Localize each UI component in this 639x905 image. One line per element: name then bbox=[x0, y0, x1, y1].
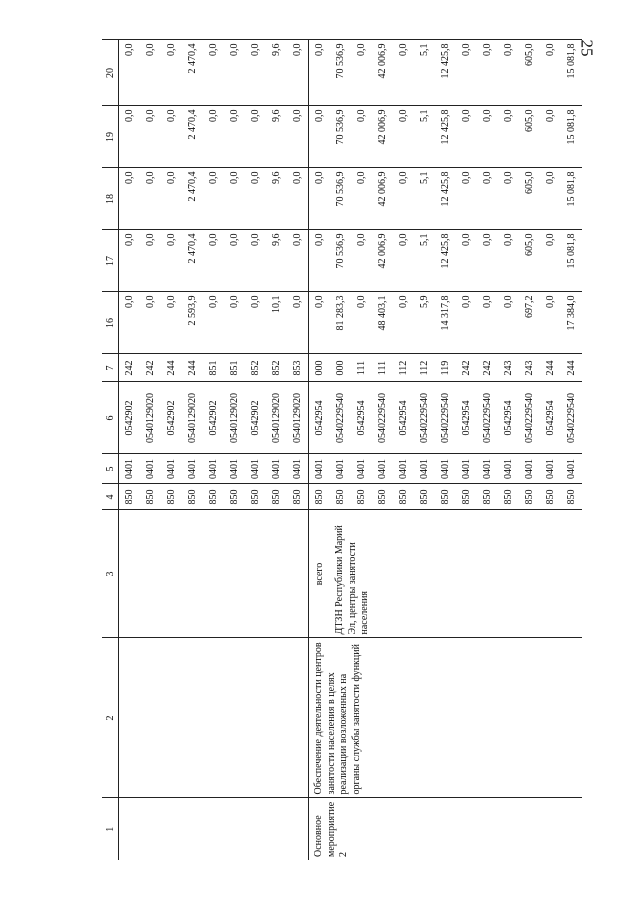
col-header: 17 bbox=[102, 230, 119, 292]
table-cell: 244 bbox=[561, 354, 582, 382]
table-cell: 111 bbox=[372, 354, 393, 382]
table-cell: 850 bbox=[456, 484, 477, 510]
table-cell: 0542954 bbox=[498, 382, 519, 454]
table-cell: 0,0 bbox=[309, 292, 331, 354]
table-cell: 850 bbox=[540, 484, 561, 510]
table-cell: 850 bbox=[182, 484, 203, 510]
table-cell: 12 425,8 bbox=[435, 168, 456, 230]
table-cell: 0,0 bbox=[287, 230, 309, 292]
table-cell: 242 bbox=[477, 354, 498, 382]
table-cell: 0,0 bbox=[456, 292, 477, 354]
table-cell: 0,0 bbox=[498, 106, 519, 168]
main-event-description: Обеспечение деятельности центров занятости населения в целях реализации возложенных на органы службы занятости функций bbox=[309, 638, 583, 798]
table-cell: 851 bbox=[203, 354, 224, 382]
table-cell: 9,6 bbox=[266, 40, 287, 106]
table-cell: 0,0 bbox=[351, 106, 372, 168]
col-header: 18 bbox=[102, 168, 119, 230]
table-cell: 0,0 bbox=[245, 40, 266, 106]
table-cell: 0,0 bbox=[309, 168, 331, 230]
table-cell: 0542954 bbox=[309, 382, 331, 454]
table-cell: 0,0 bbox=[498, 40, 519, 106]
table-cell: 42 006,9 bbox=[372, 40, 393, 106]
table-cell: 0542902 bbox=[203, 382, 224, 454]
table-cell: 0,0 bbox=[203, 230, 224, 292]
table-cell: 0,0 bbox=[477, 230, 498, 292]
table-cell: 243 bbox=[519, 354, 540, 382]
table-cell: 0401 bbox=[477, 454, 498, 484]
table-cell: 0,0 bbox=[119, 168, 141, 230]
table-cell: 5,1 bbox=[414, 168, 435, 230]
table-cell: 850 bbox=[351, 484, 372, 510]
cell-empty bbox=[119, 798, 309, 860]
table-cell: 15 081,8 bbox=[561, 40, 582, 106]
table-cell: 0401 bbox=[393, 454, 414, 484]
table-cell: 605,0 bbox=[519, 168, 540, 230]
table-cell: 70 536,9 bbox=[330, 40, 351, 106]
table-cell: 14 317,8 bbox=[435, 292, 456, 354]
table-cell: 0,0 bbox=[540, 230, 561, 292]
table-cell: 605,0 bbox=[519, 106, 540, 168]
table-cell: 852 bbox=[245, 354, 266, 382]
table-cell: 605,0 bbox=[519, 230, 540, 292]
table-cell: 0401 bbox=[456, 454, 477, 484]
table-cell: 0,0 bbox=[161, 168, 182, 230]
table-cell: 0542954 bbox=[456, 382, 477, 454]
table-cell: 0,0 bbox=[224, 230, 245, 292]
table-cell: 850 bbox=[224, 484, 245, 510]
table-cell: 5,1 bbox=[414, 40, 435, 106]
table-cell: 112 bbox=[414, 354, 435, 382]
table-cell: 0,0 bbox=[393, 230, 414, 292]
table-cell: 0,0 bbox=[393, 106, 414, 168]
table-cell: 42 006,9 bbox=[372, 168, 393, 230]
table-cell: 0,0 bbox=[203, 106, 224, 168]
table-cell: 0401 bbox=[561, 454, 582, 484]
table-cell: 0401 bbox=[224, 454, 245, 484]
table-cell: 0542902 bbox=[161, 382, 182, 454]
table-cell: 15 081,8 bbox=[561, 230, 582, 292]
table-cell: 0540129020 bbox=[287, 382, 309, 454]
table-cell: 0401 bbox=[287, 454, 309, 484]
table-cell: 0,0 bbox=[161, 292, 182, 354]
table-cell: 0,0 bbox=[245, 106, 266, 168]
table-row bbox=[309, 40, 331, 860]
table-cell: 0,0 bbox=[140, 292, 161, 354]
table-cell: 48 403,1 bbox=[372, 292, 393, 354]
table-cell: 0,0 bbox=[119, 292, 141, 354]
col-header: 7 bbox=[102, 354, 119, 382]
table-cell: 0,0 bbox=[540, 292, 561, 354]
table-cell: 0,0 bbox=[203, 168, 224, 230]
cell-empty bbox=[119, 638, 309, 798]
table-cell: 0,0 bbox=[161, 106, 182, 168]
table-cell: 2 593,9 bbox=[182, 292, 203, 354]
table-cell: 0,0 bbox=[351, 168, 372, 230]
table-cell: 0,0 bbox=[477, 40, 498, 106]
table-cell: 0,0 bbox=[119, 230, 141, 292]
table-cell: 42 006,9 bbox=[372, 230, 393, 292]
table-cell: 9,6 bbox=[266, 168, 287, 230]
table-cell: 0540129020 bbox=[266, 382, 287, 454]
table-cell: 0,0 bbox=[224, 168, 245, 230]
table-cell: 0,0 bbox=[245, 168, 266, 230]
table-cell: 244 bbox=[540, 354, 561, 382]
table-cell: 850 bbox=[435, 484, 456, 510]
table-cell: 850 bbox=[372, 484, 393, 510]
table-cell: 850 bbox=[414, 484, 435, 510]
table-cell: 000 bbox=[309, 354, 331, 382]
table-cell: 244 bbox=[161, 354, 182, 382]
table-cell: 850 bbox=[519, 484, 540, 510]
table-cell: 850 bbox=[119, 484, 141, 510]
table-cell: 17 384,0 bbox=[561, 292, 582, 354]
table-cell: 0,0 bbox=[393, 292, 414, 354]
table-cell: 0,0 bbox=[351, 40, 372, 106]
table-cell: 70 536,9 bbox=[330, 230, 351, 292]
table-cell: 0,0 bbox=[498, 292, 519, 354]
table-cell: 0401 bbox=[119, 454, 141, 484]
table-cell: 850 bbox=[477, 484, 498, 510]
table-cell: 0540129020 bbox=[224, 382, 245, 454]
table-cell: 0,0 bbox=[161, 230, 182, 292]
page-number: 25 bbox=[577, 39, 597, 57]
table-cell: 0401 bbox=[351, 454, 372, 484]
table-cell: 697,2 bbox=[519, 292, 540, 354]
table-header bbox=[102, 40, 119, 860]
table-cell: 0,0 bbox=[477, 292, 498, 354]
table-cell: 0,0 bbox=[287, 292, 309, 354]
table-cell: 2 470,4 bbox=[182, 106, 203, 168]
table-cell: 0,0 bbox=[309, 40, 331, 106]
table-cell: 0,0 bbox=[477, 106, 498, 168]
table-cell: 850 bbox=[140, 484, 161, 510]
table-cell: 850 bbox=[266, 484, 287, 510]
rotated-budget-table bbox=[102, 40, 577, 860]
table-cell: 0540229540 bbox=[330, 382, 351, 454]
col-header: 2 bbox=[102, 638, 119, 798]
table-cell: 2 470,4 bbox=[182, 230, 203, 292]
main-event-label: Основное мероприятие 2 bbox=[309, 798, 583, 860]
table-cell: 0,0 bbox=[309, 230, 331, 292]
table-cell: 0,0 bbox=[456, 40, 477, 106]
table-cell: 0401 bbox=[245, 454, 266, 484]
table-cell: 0,0 bbox=[161, 40, 182, 106]
table-cell: 0542902 bbox=[119, 382, 141, 454]
table-cell: 242 bbox=[119, 354, 141, 382]
table-cell: 0,0 bbox=[245, 230, 266, 292]
table-cell: 0401 bbox=[161, 454, 182, 484]
table-cell: 70 536,9 bbox=[330, 106, 351, 168]
table-cell: 0,0 bbox=[140, 106, 161, 168]
table-cell: 15 081,8 bbox=[561, 168, 582, 230]
budget-table bbox=[102, 40, 582, 861]
table-cell: 0401 bbox=[309, 454, 331, 484]
table-cell: 42 006,9 bbox=[372, 106, 393, 168]
col-header: 5 bbox=[102, 454, 119, 484]
table-cell: 0,0 bbox=[456, 168, 477, 230]
table-cell: 0401 bbox=[414, 454, 435, 484]
total-label: всего bbox=[309, 510, 331, 638]
table-cell: 0401 bbox=[540, 454, 561, 484]
table-cell: 0,0 bbox=[245, 292, 266, 354]
table-cell: 850 bbox=[309, 484, 331, 510]
table-cell: 0401 bbox=[498, 454, 519, 484]
table-cell: 0,0 bbox=[203, 40, 224, 106]
table-cell: 0,0 bbox=[456, 106, 477, 168]
table-cell: 0,0 bbox=[540, 40, 561, 106]
table-cell: 850 bbox=[245, 484, 266, 510]
col-header: 19 bbox=[102, 106, 119, 168]
table-cell: 81 283,3 bbox=[330, 292, 351, 354]
table-cell: 0,0 bbox=[287, 40, 309, 106]
table-cell: 0,0 bbox=[287, 168, 309, 230]
table-cell: 12 425,8 bbox=[435, 230, 456, 292]
table-row bbox=[119, 40, 141, 860]
table-cell: 850 bbox=[161, 484, 182, 510]
col-header: 4 bbox=[102, 484, 119, 510]
table-cell: 000 bbox=[330, 354, 351, 382]
table-cell: 5,1 bbox=[414, 230, 435, 292]
table-cell: 0,0 bbox=[140, 40, 161, 106]
table-cell: 0401 bbox=[519, 454, 540, 484]
table-cell: 0,0 bbox=[393, 40, 414, 106]
col-header: 16 bbox=[102, 292, 119, 354]
table-cell: 0,0 bbox=[224, 106, 245, 168]
col-header: 20 bbox=[102, 40, 119, 106]
table-cell: 0,0 bbox=[456, 230, 477, 292]
table-cell: 0,0 bbox=[140, 168, 161, 230]
table-cell: 111 bbox=[351, 354, 372, 382]
table-cell: 605,0 bbox=[519, 40, 540, 106]
table-cell: 244 bbox=[182, 354, 203, 382]
table-cell: 0,0 bbox=[287, 106, 309, 168]
table-cell: 850 bbox=[561, 484, 582, 510]
cell-empty bbox=[119, 510, 309, 638]
table-cell: 0401 bbox=[182, 454, 203, 484]
table-cell: 5,9 bbox=[414, 292, 435, 354]
table-cell: 0401 bbox=[330, 454, 351, 484]
table-cell: 0,0 bbox=[477, 168, 498, 230]
table-cell: 0,0 bbox=[393, 168, 414, 230]
table-cell: 0,0 bbox=[498, 230, 519, 292]
table-cell: 0,0 bbox=[203, 292, 224, 354]
table-cell: 852 bbox=[266, 354, 287, 382]
table-cell: 0540229540 bbox=[414, 382, 435, 454]
table-cell: 0540129020 bbox=[140, 382, 161, 454]
table-cell: 0401 bbox=[266, 454, 287, 484]
table-cell: 853 bbox=[287, 354, 309, 382]
table-cell: 242 bbox=[456, 354, 477, 382]
table-cell: 0401 bbox=[203, 454, 224, 484]
table-cell: 850 bbox=[203, 484, 224, 510]
table-cell: 9,6 bbox=[266, 106, 287, 168]
table-cell: 9,6 bbox=[266, 230, 287, 292]
col-header: 1 bbox=[102, 798, 119, 860]
table-cell: 112 bbox=[393, 354, 414, 382]
table-cell: 242 bbox=[140, 354, 161, 382]
table-cell: 0,0 bbox=[309, 106, 331, 168]
table-cell: 10,1 bbox=[266, 292, 287, 354]
table-cell: 0,0 bbox=[351, 292, 372, 354]
executor-label: ДТЗН Республики Марий Эл, центры занятости населения bbox=[330, 510, 582, 638]
table-cell: 0542954 bbox=[393, 382, 414, 454]
table-cell: 12 425,8 bbox=[435, 40, 456, 106]
table-cell: 0,0 bbox=[224, 40, 245, 106]
table-cell: 0,0 bbox=[224, 292, 245, 354]
table-cell: 0401 bbox=[435, 454, 456, 484]
table-cell: 12 425,8 bbox=[435, 106, 456, 168]
table-cell: 243 bbox=[498, 354, 519, 382]
table-cell: 0,0 bbox=[540, 106, 561, 168]
col-header: 6 bbox=[102, 382, 119, 454]
table-cell: 0540229540 bbox=[477, 382, 498, 454]
table-cell: 0,0 bbox=[540, 168, 561, 230]
table-cell: 0540229540 bbox=[519, 382, 540, 454]
table-cell: 0,0 bbox=[351, 230, 372, 292]
table-cell: 850 bbox=[330, 484, 351, 510]
table-cell: 850 bbox=[393, 484, 414, 510]
table-cell: 0540229540 bbox=[435, 382, 456, 454]
table-cell: 850 bbox=[287, 484, 309, 510]
table-cell: 0542902 bbox=[245, 382, 266, 454]
table-cell: 0542954 bbox=[351, 382, 372, 454]
table-cell: 851 bbox=[224, 354, 245, 382]
table-cell: 0,0 bbox=[498, 168, 519, 230]
table-body-main-event bbox=[309, 40, 583, 860]
table-cell: 0540129020 bbox=[182, 382, 203, 454]
table-cell: 5,1 bbox=[414, 106, 435, 168]
table-cell: 119 bbox=[435, 354, 456, 382]
table-cell: 2 470,4 bbox=[182, 40, 203, 106]
table-cell: 0542954 bbox=[540, 382, 561, 454]
table-cell: 0,0 bbox=[140, 230, 161, 292]
table-cell: 0,0 bbox=[119, 40, 141, 106]
table-cell: 0401 bbox=[140, 454, 161, 484]
table-cell: 0401 bbox=[372, 454, 393, 484]
table-cell: 70 536,9 bbox=[330, 168, 351, 230]
table-cell: 0540229540 bbox=[561, 382, 582, 454]
table-body-previous bbox=[119, 40, 309, 860]
table-cell: 2 470,4 bbox=[182, 168, 203, 230]
table-cell: 0,0 bbox=[119, 106, 141, 168]
col-header: 3 bbox=[102, 510, 119, 638]
table-cell: 0540229540 bbox=[372, 382, 393, 454]
table-cell: 15 081,8 bbox=[561, 106, 582, 168]
table-cell: 850 bbox=[498, 484, 519, 510]
